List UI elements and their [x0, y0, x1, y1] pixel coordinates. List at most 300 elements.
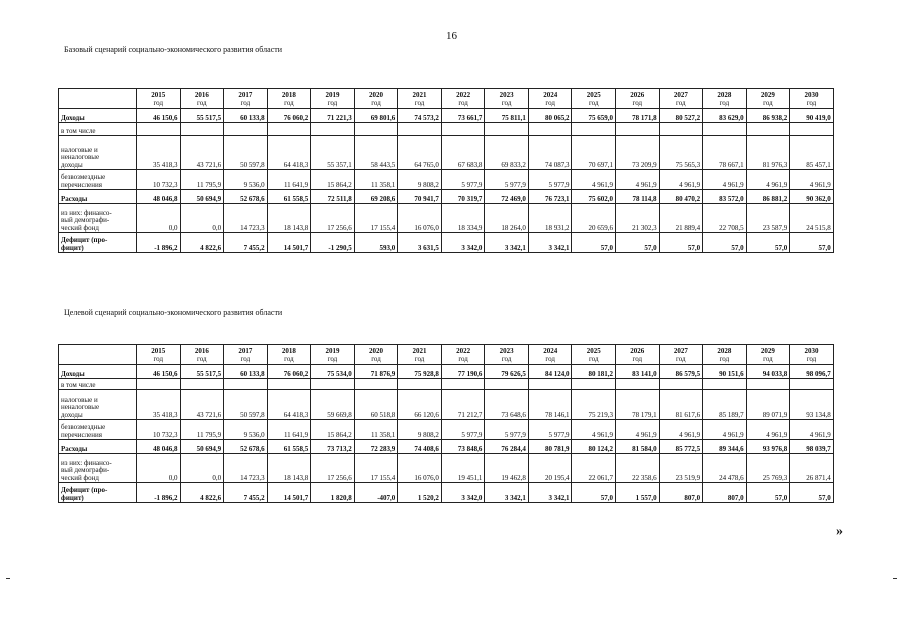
value-cell: 5 977,9: [528, 170, 572, 190]
value-cell: 93 976,8: [746, 440, 790, 454]
value-cell: 18 143,8: [267, 454, 311, 483]
year-number: 2021: [412, 91, 427, 100]
value-cell: 22 061,7: [572, 454, 616, 483]
table-row: [59, 420, 834, 440]
value-cell: 21 889,4: [659, 204, 703, 233]
value-cell: [572, 379, 616, 390]
value-cell: 4 961,9: [703, 420, 747, 440]
value-cell: [616, 123, 660, 136]
value-cell: 1 820,8: [311, 483, 355, 503]
value-cell: 14 723,3: [224, 454, 268, 483]
value-cell: 35 418,3: [137, 136, 181, 170]
row-label-cell: безвозмездные перечисления: [59, 420, 137, 440]
value-cell: 1 520,2: [398, 483, 442, 503]
value-cell: [528, 123, 572, 136]
value-cell: 22 358,6: [616, 454, 660, 483]
value-cell: 0,0: [180, 204, 224, 233]
value-cell: 81 976,3: [746, 136, 790, 170]
value-cell: 64 418,3: [267, 390, 311, 420]
value-cell: 80 527,2: [659, 109, 703, 123]
value-cell: -407,0: [354, 483, 398, 503]
value-cell: 35 418,3: [137, 390, 181, 420]
value-cell: 73 713,2: [311, 440, 355, 454]
value-cell: 70 941,7: [398, 190, 442, 204]
value-cell: 5 977,9: [485, 420, 529, 440]
value-cell: 81 617,6: [659, 390, 703, 420]
value-cell: 78 146,1: [528, 390, 572, 420]
year-number: 2020: [369, 347, 383, 356]
value-cell: 23 587,9: [746, 204, 790, 233]
year-suffix: год: [588, 354, 599, 363]
value-cell: 9 808,2: [398, 170, 442, 190]
value-cell: 90 362,0: [790, 190, 834, 204]
year-number: 2016: [194, 347, 209, 356]
year-suffix: год: [676, 98, 686, 107]
year-header-cell: [790, 345, 834, 365]
year-number: 2029: [760, 91, 775, 100]
header-corner-cell: [59, 89, 137, 109]
year-suffix: год: [197, 98, 207, 107]
row-label-cell: из них: финансо- вый демографи- ческий фонд: [59, 204, 137, 233]
value-cell: 11 358,1: [354, 420, 398, 440]
value-cell: 14 501,7: [267, 483, 311, 503]
value-cell: 70 319,7: [441, 190, 485, 204]
value-cell: 10 732,3: [137, 420, 181, 440]
year-number: 2019: [325, 91, 340, 100]
value-cell: 60 518,8: [354, 390, 398, 420]
year-header-cell: [790, 89, 834, 109]
value-cell: [311, 123, 355, 136]
value-cell: 93 134,8: [790, 390, 834, 420]
value-cell: 20 659,6: [572, 204, 616, 233]
target-scenario-table: [58, 344, 834, 503]
year-number: 2024: [543, 91, 558, 100]
value-cell: 11 795,9: [180, 420, 224, 440]
year-number: 2023: [499, 347, 514, 356]
value-cell: 57,0: [703, 233, 747, 253]
value-cell: 15 864,2: [311, 170, 355, 190]
value-cell: 78 114,8: [616, 190, 660, 204]
value-cell: 10 732,3: [137, 170, 181, 190]
value-cell: 1 557,0: [616, 483, 660, 503]
value-cell: 78 171,8: [616, 109, 660, 123]
year-suffix: год: [153, 354, 164, 363]
value-cell: 14 501,7: [267, 233, 311, 253]
value-cell: 21 302,3: [616, 204, 660, 233]
value-cell: 64 765,0: [398, 136, 442, 170]
value-cell: 4 961,9: [790, 170, 834, 190]
year-header-cell: [311, 345, 355, 365]
value-cell: 83 629,0: [703, 109, 747, 123]
value-cell: 5 977,9: [441, 170, 485, 190]
value-cell: 593,0: [354, 233, 398, 253]
year-suffix: год: [806, 354, 817, 363]
value-cell: [528, 379, 572, 390]
value-cell: 57,0: [659, 233, 703, 253]
year-header-cell: [180, 89, 224, 109]
year-header-cell: [528, 345, 572, 365]
value-cell: 57,0: [746, 233, 790, 253]
value-cell: 9 536,0: [224, 170, 268, 190]
value-cell: 57,0: [790, 483, 834, 503]
value-cell: [659, 379, 703, 390]
year-suffix: год: [501, 354, 512, 363]
value-cell: 71 876,9: [354, 365, 398, 379]
value-cell: 11 358,1: [354, 170, 398, 190]
year-header-cell: [398, 89, 442, 109]
year-number: 2024: [543, 347, 558, 356]
value-cell: 69 208,6: [354, 190, 398, 204]
value-cell: 55 517,5: [180, 109, 224, 123]
year-suffix: год: [371, 354, 381, 363]
value-cell: 0,0: [180, 454, 224, 483]
value-cell: 86 881,2: [746, 190, 790, 204]
row-label-cell: Расходы: [59, 440, 137, 454]
year-header-cell: [659, 89, 703, 109]
year-header-cell: [354, 89, 398, 109]
value-cell: [659, 123, 703, 136]
value-cell: [746, 123, 790, 136]
year-suffix: год: [806, 98, 817, 107]
value-cell: 72 283,9: [354, 440, 398, 454]
value-cell: 98 039,7: [790, 440, 834, 454]
value-cell: 90 151,6: [703, 365, 747, 379]
row-label-cell: налоговые и неналоговые доходы: [59, 390, 137, 420]
value-cell: [267, 379, 311, 390]
scan-edge-mark: [893, 578, 897, 579]
value-cell: [790, 123, 834, 136]
year-header-cell: [703, 89, 747, 109]
value-cell: 75 811,1: [485, 109, 529, 123]
value-cell: -1 896,2: [137, 233, 181, 253]
year-number: 2016: [194, 91, 209, 100]
value-cell: 61 558,5: [267, 190, 311, 204]
value-cell: 3 342,0: [441, 483, 485, 503]
value-cell: 89 344,6: [703, 440, 747, 454]
value-cell: 72 511,8: [311, 190, 355, 204]
table-row: [59, 109, 834, 123]
value-cell: 19 451,1: [441, 454, 485, 483]
year-suffix: год: [240, 98, 251, 107]
value-cell: 11 795,9: [180, 170, 224, 190]
year-header-cell: [746, 345, 790, 365]
value-cell: [746, 379, 790, 390]
value-cell: 75 659,0: [572, 109, 616, 123]
year-number: 2020: [369, 91, 383, 100]
year-header-cell: [267, 89, 311, 109]
value-cell: 76 723,1: [528, 190, 572, 204]
value-cell: 74 573,2: [398, 109, 442, 123]
value-cell: 59 669,8: [311, 390, 355, 420]
year-suffix: год: [458, 98, 468, 107]
year-suffix: год: [327, 98, 338, 107]
value-cell: 4 961,9: [616, 420, 660, 440]
year-header-cell: [137, 345, 181, 365]
year-number: 2017: [238, 91, 253, 100]
value-cell: 80 470,2: [659, 190, 703, 204]
value-cell: 5 977,9: [528, 420, 572, 440]
year-header-cell: [572, 89, 616, 109]
year-number: 2028: [717, 347, 732, 356]
value-cell: 46 150,6: [137, 365, 181, 379]
table-row: [59, 379, 834, 390]
year-suffix: год: [153, 98, 164, 107]
year-header-cell: [572, 345, 616, 365]
value-cell: 75 565,3: [659, 136, 703, 170]
year-suffix: год: [676, 354, 686, 363]
value-cell: -1 290,5: [311, 233, 355, 253]
value-cell: [790, 379, 834, 390]
value-cell: [224, 123, 268, 136]
value-cell: 75 928,8: [398, 365, 442, 379]
value-cell: [703, 379, 747, 390]
year-header-cell: [703, 345, 747, 365]
year-header-cell: [224, 345, 268, 365]
row-label-cell: налоговые и неналоговые доходы: [59, 136, 137, 170]
base-scenario-table: [58, 88, 834, 253]
value-cell: 83 572,0: [703, 190, 747, 204]
value-cell: 18 143,8: [267, 204, 311, 233]
value-cell: [485, 123, 529, 136]
year-number: 2022: [456, 347, 471, 356]
value-cell: 90 419,0: [790, 109, 834, 123]
value-cell: 73 848,6: [441, 440, 485, 454]
year-header-cell: [267, 345, 311, 365]
year-header-cell: [441, 345, 485, 365]
value-cell: -1 896,2: [137, 483, 181, 503]
value-cell: 23 519,9: [659, 454, 703, 483]
value-cell: [441, 379, 485, 390]
value-cell: 19 462,8: [485, 454, 529, 483]
value-cell: 80 781,9: [528, 440, 572, 454]
value-cell: 4 961,9: [746, 170, 790, 190]
value-cell: 18 264,0: [485, 204, 529, 233]
value-cell: 3 342,1: [485, 483, 529, 503]
value-cell: 50 694,9: [180, 190, 224, 204]
year-header-cell: [441, 89, 485, 109]
value-cell: 3 631,5: [398, 233, 442, 253]
value-cell: 85 457,1: [790, 136, 834, 170]
value-cell: 7 455,2: [224, 483, 268, 503]
value-cell: 5 977,9: [485, 170, 529, 190]
value-cell: 14 723,3: [224, 204, 268, 233]
value-cell: 71 212,7: [441, 390, 485, 420]
value-cell: [485, 379, 529, 390]
value-cell: 50 597,8: [224, 390, 268, 420]
value-cell: 61 558,5: [267, 440, 311, 454]
value-cell: 15 864,2: [311, 420, 355, 440]
value-cell: 52 678,6: [224, 190, 268, 204]
year-number: 2015: [151, 347, 166, 356]
value-cell: 73 209,9: [616, 136, 660, 170]
value-cell: [137, 123, 181, 136]
value-cell: 17 256,6: [311, 454, 355, 483]
table-row: [59, 190, 834, 204]
year-number: 2023: [499, 91, 514, 100]
year-number: 2026: [630, 91, 645, 100]
year-suffix: год: [458, 354, 468, 363]
year-suffix: год: [545, 354, 555, 363]
value-cell: 4 822,6: [180, 483, 224, 503]
value-cell: 5 977,9: [441, 420, 485, 440]
year-suffix: год: [632, 354, 643, 363]
value-cell: 57,0: [572, 233, 616, 253]
value-cell: [703, 123, 747, 136]
value-cell: 84 124,0: [528, 365, 572, 379]
year-number: 2025: [586, 347, 601, 356]
table-row: [59, 440, 834, 454]
table-row: [59, 454, 834, 483]
value-cell: 4 822,6: [180, 233, 224, 253]
year-suffix: год: [284, 98, 294, 107]
value-cell: 74 408,6: [398, 440, 442, 454]
value-cell: [398, 379, 442, 390]
year-number: 2017: [238, 347, 253, 356]
continuation-arrow: »: [836, 524, 843, 539]
value-cell: 58 443,5: [354, 136, 398, 170]
value-cell: 85 772,5: [659, 440, 703, 454]
value-cell: [267, 123, 311, 136]
year-number: 2018: [281, 91, 296, 100]
value-cell: 81 584,0: [616, 440, 660, 454]
year-number: 2027: [673, 91, 688, 100]
value-cell: 76 284,4: [485, 440, 529, 454]
value-cell: [354, 123, 398, 136]
value-cell: 79 626,5: [485, 365, 529, 379]
value-cell: 57,0: [746, 483, 790, 503]
year-number: 2026: [630, 347, 645, 356]
year-header-cell: [137, 89, 181, 109]
value-cell: 69 833,2: [485, 136, 529, 170]
table-row: [59, 483, 834, 503]
value-cell: [572, 123, 616, 136]
value-cell: 80 181,2: [572, 365, 616, 379]
table-caption-base: Базовый сценарий социально-экономического развития области: [64, 45, 283, 54]
value-cell: 60 133,8: [224, 365, 268, 379]
row-label-cell: Дефицит (про- фицит): [59, 233, 137, 253]
year-number: 2029: [760, 347, 775, 356]
year-number: 2028: [717, 91, 732, 100]
value-cell: 80 065,2: [528, 109, 572, 123]
value-cell: 18 334,9: [441, 204, 485, 233]
year-number: 2030: [804, 91, 819, 100]
value-cell: 75 219,3: [572, 390, 616, 420]
value-cell: 16 076,0: [398, 454, 442, 483]
value-cell: 83 141,0: [616, 365, 660, 379]
value-cell: 94 033,8: [746, 365, 790, 379]
value-cell: 7 455,2: [224, 233, 268, 253]
value-cell: 17 155,4: [354, 204, 398, 233]
value-cell: [180, 123, 224, 136]
year-number: 2018: [281, 347, 296, 356]
value-cell: 17 256,6: [311, 204, 355, 233]
value-cell: 4 961,9: [746, 420, 790, 440]
header-corner-cell: [59, 345, 137, 365]
year-number: 2015: [151, 91, 166, 100]
year-header-cell: [528, 89, 572, 109]
value-cell: 89 071,9: [746, 390, 790, 420]
value-cell: 0,0: [137, 454, 181, 483]
year-header-cell: [398, 345, 442, 365]
value-cell: 46 150,6: [137, 109, 181, 123]
value-cell: 4 961,9: [616, 170, 660, 190]
year-suffix: год: [719, 354, 730, 363]
year-header-cell: [224, 89, 268, 109]
year-header-cell: [354, 345, 398, 365]
value-cell: 86 938,2: [746, 109, 790, 123]
value-cell: 77 190,6: [441, 365, 485, 379]
year-header-cell: [485, 89, 529, 109]
value-cell: 75 602,0: [572, 190, 616, 204]
value-cell: 22 708,5: [703, 204, 747, 233]
value-cell: 55 517,5: [180, 365, 224, 379]
value-cell: 24 478,6: [703, 454, 747, 483]
value-cell: 25 769,3: [746, 454, 790, 483]
value-cell: 75 534,0: [311, 365, 355, 379]
year-suffix: год: [414, 354, 425, 363]
value-cell: 78 667,1: [703, 136, 747, 170]
value-cell: [137, 379, 181, 390]
value-cell: 24 515,8: [790, 204, 834, 233]
value-cell: 76 060,2: [267, 365, 311, 379]
year-header-cell: [485, 345, 529, 365]
value-cell: 70 697,1: [572, 136, 616, 170]
row-label-cell: Расходы: [59, 190, 137, 204]
row-label-cell: в том числе: [59, 379, 137, 390]
year-header-cell: [180, 345, 224, 365]
year-number: 2021: [412, 347, 427, 356]
value-cell: 4 961,9: [572, 420, 616, 440]
year-suffix: год: [588, 98, 599, 107]
scan-edge-mark: [6, 578, 10, 579]
value-cell: [311, 379, 355, 390]
value-cell: 48 046,8: [137, 440, 181, 454]
year-suffix: год: [371, 98, 381, 107]
value-cell: 43 721,6: [180, 136, 224, 170]
year-suffix: год: [240, 354, 251, 363]
value-cell: 55 357,1: [311, 136, 355, 170]
year-suffix: год: [284, 354, 294, 363]
table-row: [59, 123, 834, 136]
year-suffix: год: [719, 98, 730, 107]
table-row: [59, 204, 834, 233]
value-cell: 72 469,0: [485, 190, 529, 204]
value-cell: 57,0: [616, 233, 660, 253]
value-cell: [398, 123, 442, 136]
value-cell: 60 133,8: [224, 109, 268, 123]
year-suffix: год: [327, 354, 338, 363]
value-cell: 4 961,9: [703, 170, 747, 190]
year-suffix: год: [763, 354, 773, 363]
value-cell: 3 342,0: [441, 233, 485, 253]
row-label-cell: безвозмездные перечисления: [59, 170, 137, 190]
table-caption-target: Целевой сценарий социально-экономического развития области: [64, 308, 283, 317]
value-cell: [616, 379, 660, 390]
value-cell: 73 661,7: [441, 109, 485, 123]
value-cell: 0,0: [137, 204, 181, 233]
year-suffix: год: [632, 98, 643, 107]
table-row: [59, 136, 834, 170]
value-cell: 48 046,8: [137, 190, 181, 204]
value-cell: 4 961,9: [659, 420, 703, 440]
value-cell: 69 801,6: [354, 109, 398, 123]
value-cell: 67 683,8: [441, 136, 485, 170]
year-suffix: год: [501, 98, 512, 107]
year-header-cell: [616, 89, 660, 109]
row-label-cell: Доходы: [59, 109, 137, 123]
value-cell: 18 931,2: [528, 204, 572, 233]
value-cell: 66 120,6: [398, 390, 442, 420]
